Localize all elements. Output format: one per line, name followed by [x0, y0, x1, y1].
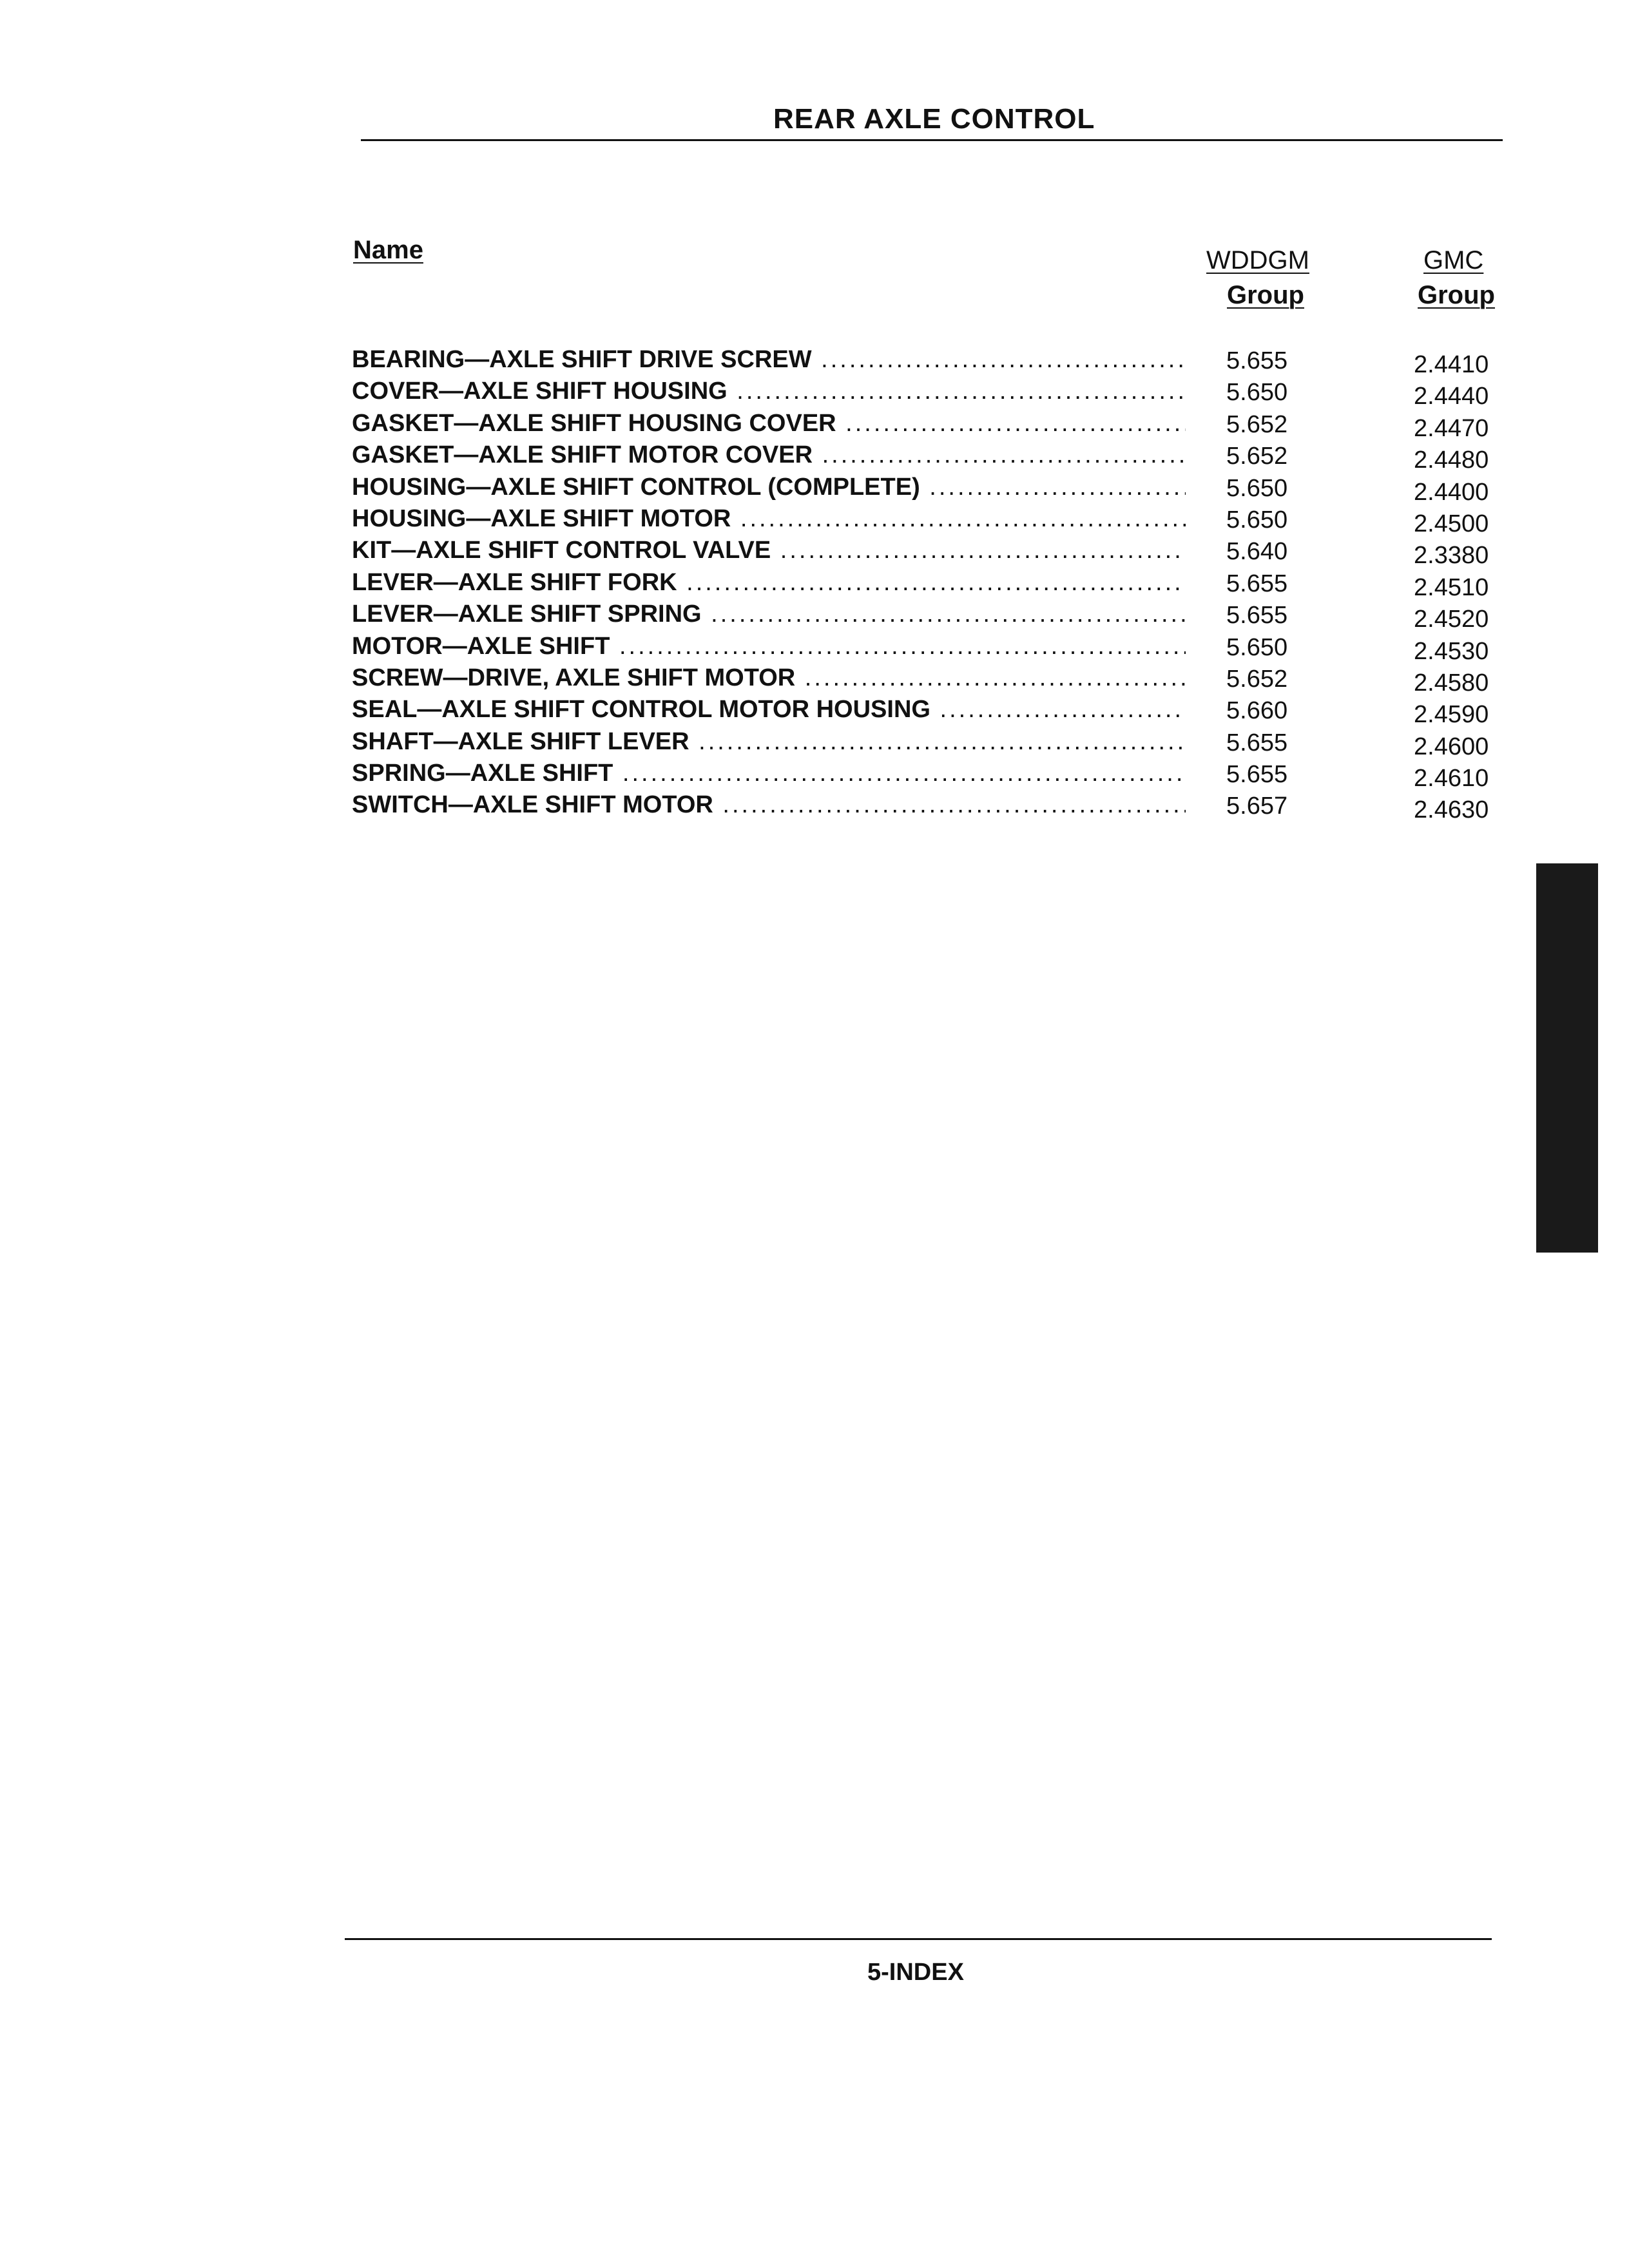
- gmc-group: 2.4500: [1414, 510, 1489, 537]
- footer-rule: [345, 1938, 1492, 1940]
- gmc-group: 2.4470: [1414, 414, 1489, 442]
- list-item: [352, 472, 1512, 506]
- gmc-group: 2.3380: [1414, 542, 1489, 570]
- gmc-group: 2.4520: [1414, 606, 1489, 633]
- list-item: [352, 662, 1512, 697]
- list-item: [352, 535, 1512, 570]
- part-name: HOUSING—AXLE SHIFT MOTOR .....: [352, 503, 1186, 535]
- wddgm-group: 5.650: [1226, 633, 1288, 661]
- part-name: SEAL—AXLE SHIFT CONTROL MOTOR HOUSING .....: [352, 694, 1186, 726]
- gmc-group: 2.4510: [1414, 573, 1489, 601]
- list-item: [352, 503, 1512, 535]
- list-item: [352, 726, 1512, 758]
- gmc-group: 2.4530: [1414, 637, 1489, 665]
- parts-index-list: [352, 344, 1512, 822]
- part-name: SPRING—AXLE SHIFT .....: [352, 758, 1186, 789]
- list-item: [352, 408, 1512, 442]
- column-header-gmc-group: Group: [1418, 281, 1495, 309]
- page-number: 5-INDEX: [867, 1959, 964, 1986]
- part-name: LEVER—AXLE SHIFT FORK .....: [352, 567, 1186, 599]
- column-header-gmc: GMC: [1423, 246, 1484, 274]
- part-name: HOUSING—AXLE SHIFT CONTROL (COMPLETE) .....: [352, 472, 1186, 503]
- gmc-group: 2.4400: [1414, 478, 1489, 506]
- part-name: LEVER—AXLE SHIFT SPRING .....: [352, 599, 1186, 630]
- wddgm-group: 5.650: [1226, 379, 1288, 407]
- part-name: BEARING—AXLE SHIFT DRIVE SCREW .....: [352, 344, 1186, 376]
- part-name: SCREW—DRIVE, AXLE SHIFT MOTOR .....: [352, 662, 1186, 694]
- list-item: [352, 789, 1512, 824]
- list-item: [352, 344, 1512, 376]
- column-header-name: Name: [353, 236, 423, 264]
- part-name: SWITCH—AXLE SHIFT MOTOR .....: [352, 789, 1186, 821]
- list-item: [352, 758, 1512, 793]
- wddgm-group: 5.640: [1226, 538, 1288, 566]
- section-thumb-tab: [1536, 863, 1598, 1253]
- header-rule: [361, 139, 1503, 141]
- gmc-group: 2.4610: [1414, 765, 1489, 793]
- wddgm-group: 5.652: [1226, 410, 1288, 438]
- column-header-wddgm-group: Group: [1227, 281, 1304, 309]
- gmc-group: 2.4600: [1414, 733, 1489, 760]
- part-name: COVER—AXLE SHIFT HOUSING .....: [352, 376, 1186, 407]
- gmc-group: 2.4440: [1414, 383, 1489, 410]
- wddgm-group: 5.652: [1226, 665, 1288, 693]
- wddgm-group: 5.650: [1226, 506, 1288, 533]
- gmc-group: 2.4480: [1414, 447, 1489, 474]
- list-item: [352, 439, 1512, 474]
- wddgm-group: 5.655: [1226, 761, 1288, 789]
- part-name: GASKET—AXLE SHIFT MOTOR COVER .....: [352, 439, 1186, 471]
- wddgm-group: 5.650: [1226, 474, 1288, 502]
- part-name: GASKET—AXLE SHIFT HOUSING COVER .....: [352, 408, 1186, 439]
- part-name: SHAFT—AXLE SHIFT LEVER .....: [352, 726, 1186, 758]
- list-item: [352, 376, 1512, 410]
- wddgm-group: 5.657: [1226, 793, 1288, 820]
- wddgm-group: 5.655: [1226, 602, 1288, 629]
- gmc-group: 2.4630: [1414, 796, 1489, 824]
- page-title: REAR AXLE CONTROL: [773, 103, 1095, 135]
- gmc-group: 2.4590: [1414, 701, 1489, 729]
- wddgm-group: 5.655: [1226, 347, 1288, 374]
- wddgm-group: 5.652: [1226, 443, 1288, 470]
- part-name: MOTOR—AXLE SHIFT .....: [352, 631, 1186, 662]
- list-item: [352, 567, 1512, 599]
- column-header-wddgm: WDDGM: [1206, 246, 1309, 274]
- gmc-group: 2.4410: [1414, 351, 1489, 378]
- part-name: KIT—AXLE SHIFT CONTROL VALVE .....: [352, 535, 1186, 566]
- list-item: [352, 599, 1512, 633]
- wddgm-group: 5.655: [1226, 729, 1288, 756]
- list-item: [352, 694, 1512, 729]
- list-item: [352, 631, 1512, 665]
- gmc-group: 2.4580: [1414, 669, 1489, 697]
- wddgm-group: 5.655: [1226, 570, 1288, 597]
- wddgm-group: 5.660: [1226, 697, 1288, 725]
